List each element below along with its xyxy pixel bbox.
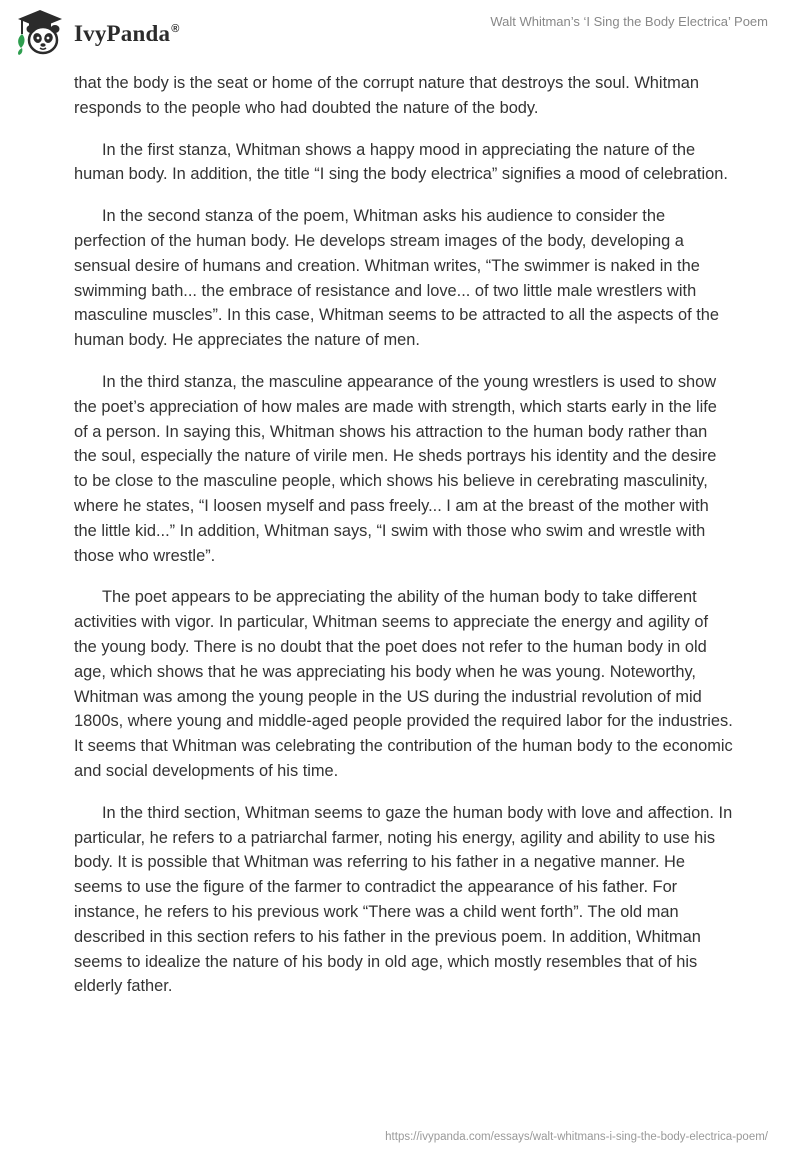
essay-paragraph: In the third section, Whitman seems to gaze the human body with love and affection. In particular, he refers to a patriarchal farmer, noting his energy, agility and ability to use his body. It is possible that Whitman was referring to his father in a negative manner. He seems to use the figure of the farmer to contradict the appearance of his father. For instance, he refers to his previous work “There was a child went forth”. The old man described in this section refers to his father in the previous poem. In addition, Whitman seems to idealize the nature of his body in old age, which mostly resembles that of his elderly father.: [74, 803, 733, 996]
essay-paragraph: In the second stanza of the poem, Whitman asks his audience to consider the perfection of the human body. He develops stream images of the body, developing a sensual desire of humans and creation. Whitman writes, “The swimmer is naked in the swimming bath... the embrace of resistance and love... of two little male wrestlers with masculine muscles”. In this case, Whitman seems to be attracted to all the aspects of the human body. He appreciates the nature of men.: [74, 207, 719, 350]
essay-body: [74, 71, 734, 1016]
document-title: Walt Whitman’s ‘I Sing the Body Electrica’ Poem: [490, 14, 768, 29]
brand-name: IvyPanda®: [74, 21, 180, 46]
page-header: [0, 0, 800, 64]
registered-mark: ®: [171, 23, 180, 36]
essay-paragraph: The poet appears to be appreciating the ability of the human body to take different activities with vigor. In particular, Whitman seems to appreciate the energy and agility of the young body. There is no doubt that the poet does not refer to the human body in old age, which shows that he was appreciating his body when he was young. Noteworthy, Whitman was among the young people in the US during the industrial revolution of mid 1800s, where young and middle-aged people provided the required labor for the industries. It seems that Whitman was celebrating the contribution of the human body to the economic and social developments of his time.: [74, 588, 733, 780]
essay-paragraph: In the first stanza, Whitman shows a happy mood in appreciating the nature of the human body. In addition, the title “I sing the body electrica” signifies a mood of celebration.: [74, 140, 728, 184]
ivypanda-logo[interactable]: [14, 8, 180, 56]
panda-graduation-cap-icon: [14, 8, 66, 56]
essay-paragraph: In the third stanza, the masculine appearance of the young wrestlers is used to show the poet’s appreciation of how males are made with strength, which starts early in the life of a person. In saying this, Whitman shows his attraction to the human body rather than the soul, especially the nature of virile men. He sheds portrays his identity and the desire to be close to the masculine people, which shows his believe in cerebrating masculinity, where he states, “I loosen myself and pass freely... I am at the breast of the mother with the little kid...” In addition, Whitman says, “I swim with those who swim and wrestle with those who wrestle”.: [74, 372, 717, 565]
source-url-link[interactable]: https://ivypanda.com/essays/walt-whitmans-i-sing-the-body-electrica-poem/: [385, 1131, 768, 1143]
essay-paragraph: that the body is the seat or home of the corrupt nature that destroys the soul. Whitman responds to the people who had doubted the nature of the body.: [74, 74, 700, 117]
